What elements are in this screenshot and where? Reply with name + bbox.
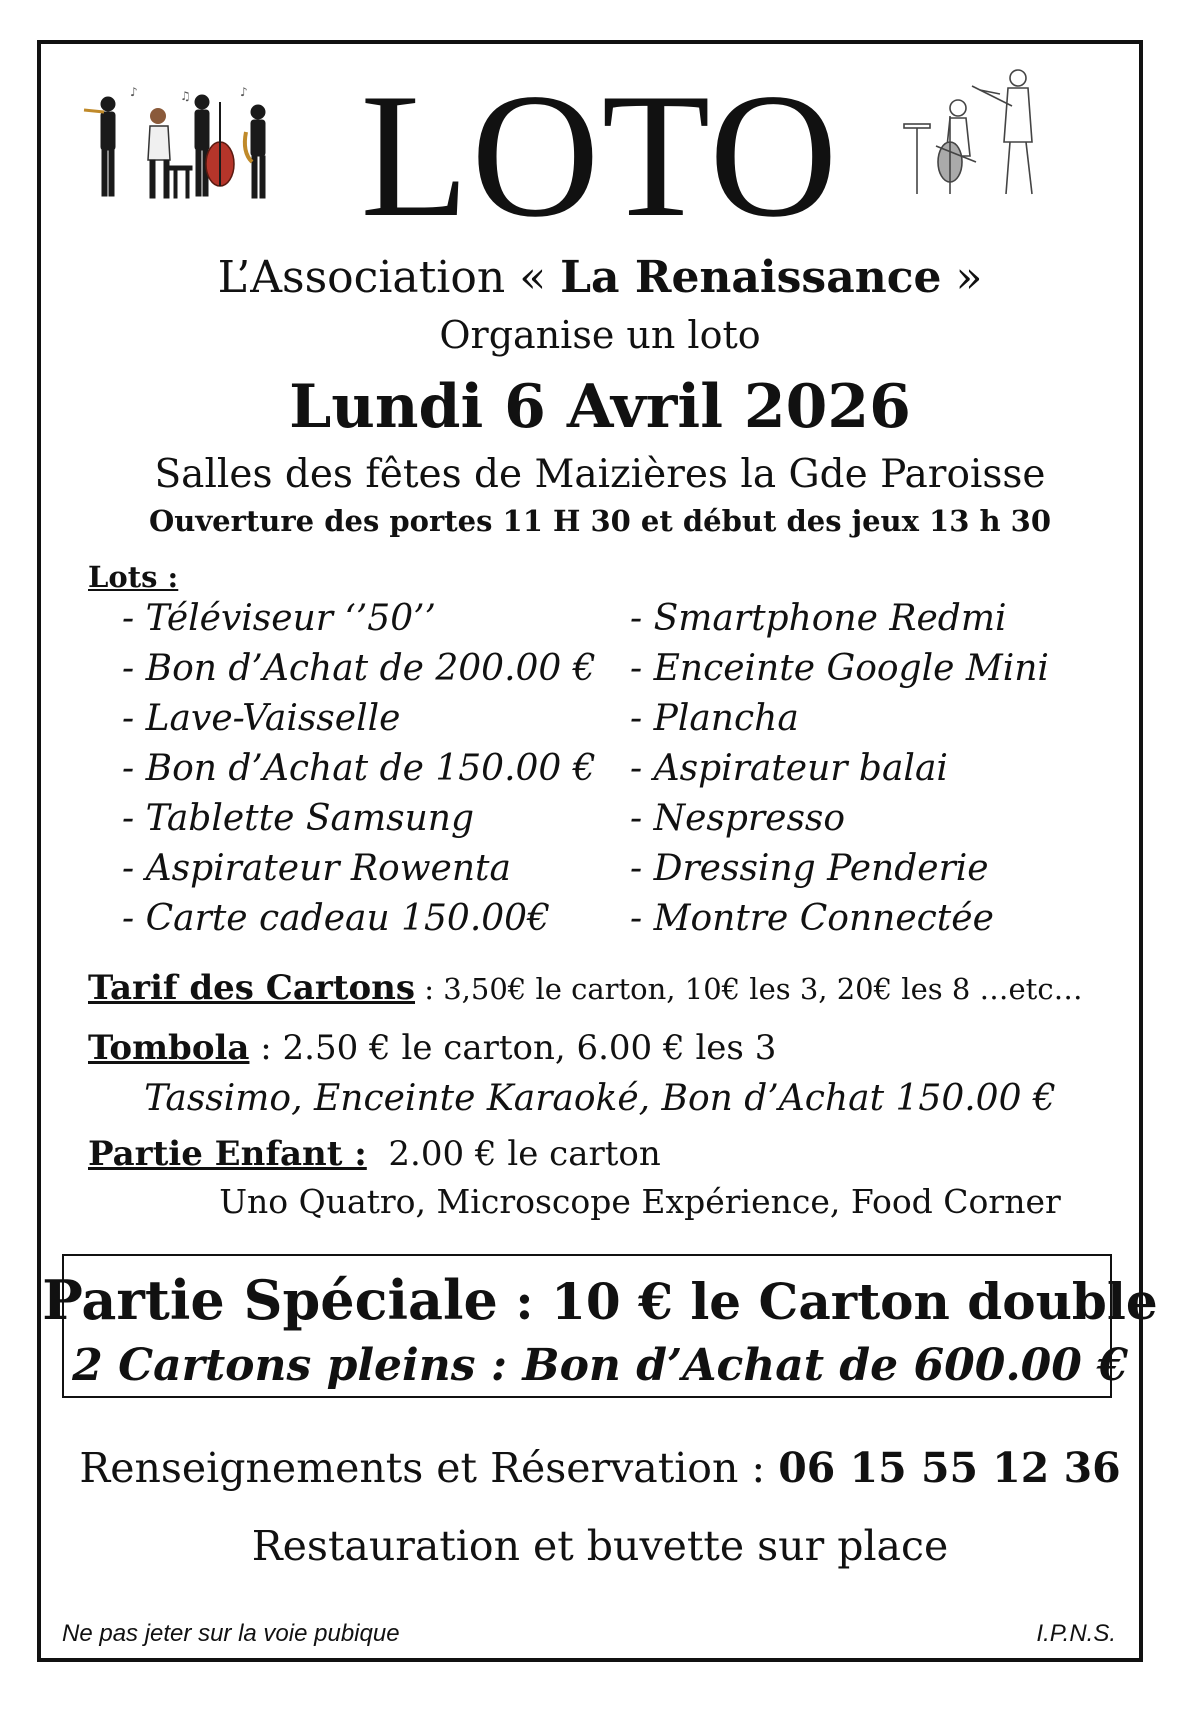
lot-item: - Bon d’Achat de 200.00 € xyxy=(122,648,596,689)
footer-right: I.P.N.S. xyxy=(1036,1620,1116,1647)
organise-line: Organise un loto xyxy=(439,313,761,357)
lot-item: - Plancha xyxy=(630,698,799,739)
contact-line xyxy=(0,1444,1200,1492)
event-hours: Ouverture des portes 11 H 30 et début des jeux 13 h 30 xyxy=(148,504,1052,538)
tarif-label: Tarif des Cartons xyxy=(88,968,416,1008)
tarif-text: : 3,50€ le carton, 10€ les 3, 20€ les 8 …etc… xyxy=(415,972,1083,1006)
lot-item: - Aspirateur Rowenta xyxy=(122,848,511,889)
association-suffix: » xyxy=(941,252,983,303)
special-label: Partie Spéciale xyxy=(42,1268,498,1332)
svg-text:♫: ♫ xyxy=(180,89,191,103)
lots-heading: Lots : xyxy=(88,560,179,594)
svg-text:♪: ♪ xyxy=(130,85,138,99)
resto-line: Restauration et buvette sur place xyxy=(251,1522,949,1570)
lot-item: - Téléviseur ‘’50’’ xyxy=(122,598,436,639)
association-name: La Renaissance xyxy=(560,252,942,303)
enfant-line xyxy=(88,1134,661,1174)
footer-left: Ne pas jeter sur la voie pubique xyxy=(62,1620,400,1647)
tombola-label: Tombola xyxy=(88,1028,250,1068)
tarif-line xyxy=(88,968,1083,1008)
contact-label: Renseignements et Réservation : xyxy=(79,1444,779,1492)
lot-item: - Enceinte Google Mini xyxy=(630,648,1049,689)
lot-item: - Smartphone Redmi xyxy=(630,598,1007,639)
tombola-line xyxy=(88,1028,776,1068)
special-text: : 10 € le Carton double xyxy=(497,1272,1158,1331)
lot-item: - Lave-Vaisselle xyxy=(122,698,401,739)
special-prize: 2 Cartons pleins : Bon d’Achat de 600.00 € xyxy=(72,1340,1128,1391)
tombola-prizes: Tassimo, Enceinte Karaoké, Bon d’Achat 150.00 € xyxy=(144,1078,1056,1119)
lot-item: - Aspirateur balai xyxy=(630,748,948,789)
lot-item: - Montre Connectée xyxy=(630,898,994,939)
event-date: Lundi 6 Avril 2026 xyxy=(289,372,911,442)
event-place: Salles des fêtes de Maizières la Gde Paroisse xyxy=(154,452,1046,497)
lot-item: - Dressing Penderie xyxy=(630,848,989,889)
association-prefix: L’Association « xyxy=(217,252,561,303)
enfant-label: Partie Enfant : xyxy=(88,1134,367,1174)
poster-title: LOTO xyxy=(360,56,840,254)
tombola-text: : 2.50 € le carton, 6.00 € les 3 xyxy=(249,1028,777,1068)
lot-item: - Carte cadeau 150.00€ xyxy=(122,898,550,939)
special-line xyxy=(0,1268,1200,1332)
enfant-text: 2.00 € le carton xyxy=(366,1134,661,1174)
contact-phone: 06 15 55 12 36 xyxy=(778,1444,1121,1492)
lot-item: - Nespresso xyxy=(630,798,846,839)
svg-text:♪: ♪ xyxy=(240,85,248,99)
lot-item: - Bon d’Achat de 150.00 € xyxy=(122,748,596,789)
lot-item: - Tablette Samsung xyxy=(122,798,474,839)
association-line xyxy=(0,252,1200,303)
enfant-prizes: Uno Quatro, Microscope Expérience, Food Corner xyxy=(219,1182,1061,1221)
